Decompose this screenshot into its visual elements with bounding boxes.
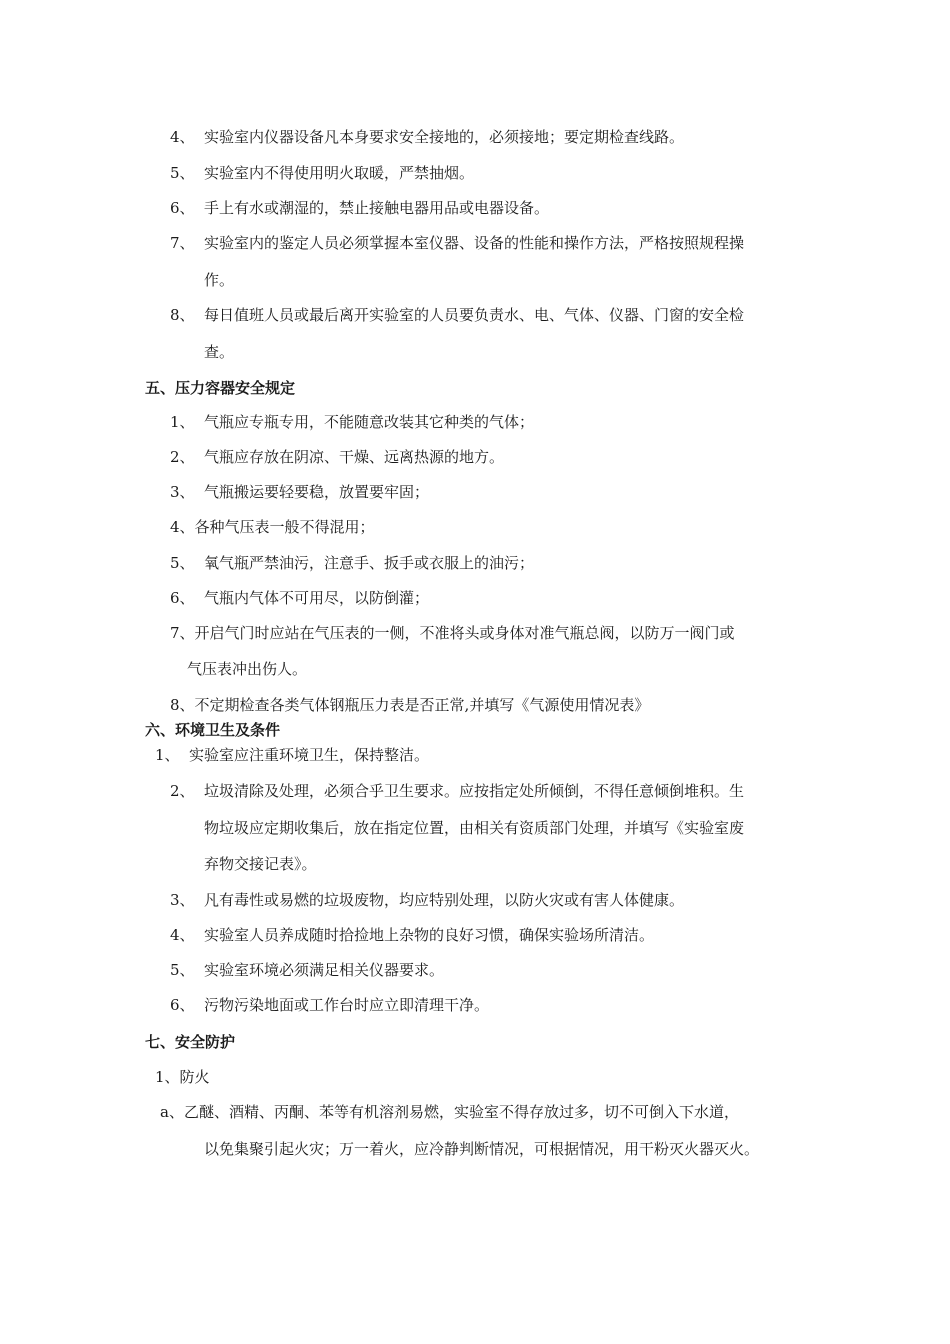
item-text: 气瓶内气体不可用尽，以防倒灌； xyxy=(204,589,430,607)
item-text: 实验室内不得使用明火取暖，严禁抽烟。 xyxy=(204,164,475,182)
item-text: 8、不定期检查各类气体钢瓶压力表是否正常,并填写《气源使用情况表》 xyxy=(170,696,650,714)
item-number: 6、 xyxy=(170,199,195,217)
item-number: 4、 xyxy=(170,128,195,146)
item-number: 8、 xyxy=(170,306,195,324)
item-text: 以免集聚引起火灾；万一着火，应冷静判断情况，可根据情况，用干粉灭火器灭火。 xyxy=(204,1140,760,1158)
item-number: 3、 xyxy=(170,891,195,909)
item-number: 3、 xyxy=(170,483,195,501)
item-text: 气瓶搬运要轻要稳，放置要牢固； xyxy=(204,483,430,501)
item-text: 气压表冲出伤人。 xyxy=(187,660,308,678)
section-heading: 七、安全防护 xyxy=(145,1033,236,1051)
item-text: 查。 xyxy=(204,343,235,361)
item-number: 2、 xyxy=(170,782,195,800)
item-text: 弃物交接记表》。 xyxy=(204,855,317,873)
item-text: 污物污染地面或工作台时应立即清理干净。 xyxy=(204,996,490,1014)
item-number: 6、 xyxy=(170,589,195,607)
item-number: 2、 xyxy=(170,448,195,466)
item-number: 5、 xyxy=(170,554,195,572)
section-heading: 五、压力容器安全规定 xyxy=(145,379,296,397)
item-text: 1、防火 xyxy=(155,1068,210,1086)
item-text: 作。 xyxy=(204,271,235,289)
item-text: 物垃圾应定期收集后，放在指定位置，由相关有资质部门处理，并填写《实验室废 xyxy=(204,819,745,837)
item-text: 7、开启气门时应站在气压表的一侧，不准将头或身体对准气瓶总阀，以防万一阀门或 xyxy=(170,624,735,642)
item-text: 实验室内的鉴定人员必须掌握本室仪器、设备的性能和操作方法，严格按照规程操 xyxy=(204,234,745,252)
item-number: 4、 xyxy=(170,926,195,944)
item-number: 6、 xyxy=(170,996,195,1014)
item-number: 5、 xyxy=(170,961,195,979)
item-text: a、乙醚、酒精、丙酮、苯等有机溶剂易燃，实验室不得存放过多，切不可倒入下水道， xyxy=(160,1103,739,1121)
item-text: 每日值班人员或最后离开实验室的人员要负责水、电、气体、仪器、门窗的安全检 xyxy=(204,306,745,324)
item-text: 实验室环境必须满足相关仪器要求。 xyxy=(204,961,445,979)
item-text: 4、各种气压表一般不得混用； xyxy=(170,518,375,536)
item-text: 垃圾清除及处理，必须合乎卫生要求。应按指定处所倾倒，不得任意倾倒堆积。生 xyxy=(204,782,745,800)
item-text: 手上有水或潮湿的，禁止接触电器用品或电器设备。 xyxy=(204,199,550,217)
item-text: 实验室人员养成随时拾捡地上杂物的良好习惯，确保实验场所清洁。 xyxy=(204,926,655,944)
item-text: 气瓶应存放在阴凉、干燥、远离热源的地方。 xyxy=(204,448,505,466)
item-text: 实验室应注重环境卫生，保持整洁。 xyxy=(189,746,430,764)
item-number: 7、 xyxy=(170,234,195,252)
item-text: 凡有毒性或易燃的垃圾废物，均应特别处理，以防火灾或有害人体健康。 xyxy=(204,891,685,909)
item-number: 5、 xyxy=(170,164,195,182)
section-heading: 六、环境卫生及条件 xyxy=(145,721,281,739)
item-text: 气瓶应专瓶专用，不能随意改装其它种类的气体； xyxy=(204,413,535,431)
item-text: 氧气瓶严禁油污，注意手、扳手或衣服上的油污； xyxy=(204,554,535,572)
item-text: 实验室内仪器设备凡本身要求安全接地的，必须接地；要定期检查线路。 xyxy=(204,128,685,146)
item-number: 1、 xyxy=(155,746,180,764)
item-number: 1、 xyxy=(170,413,195,431)
